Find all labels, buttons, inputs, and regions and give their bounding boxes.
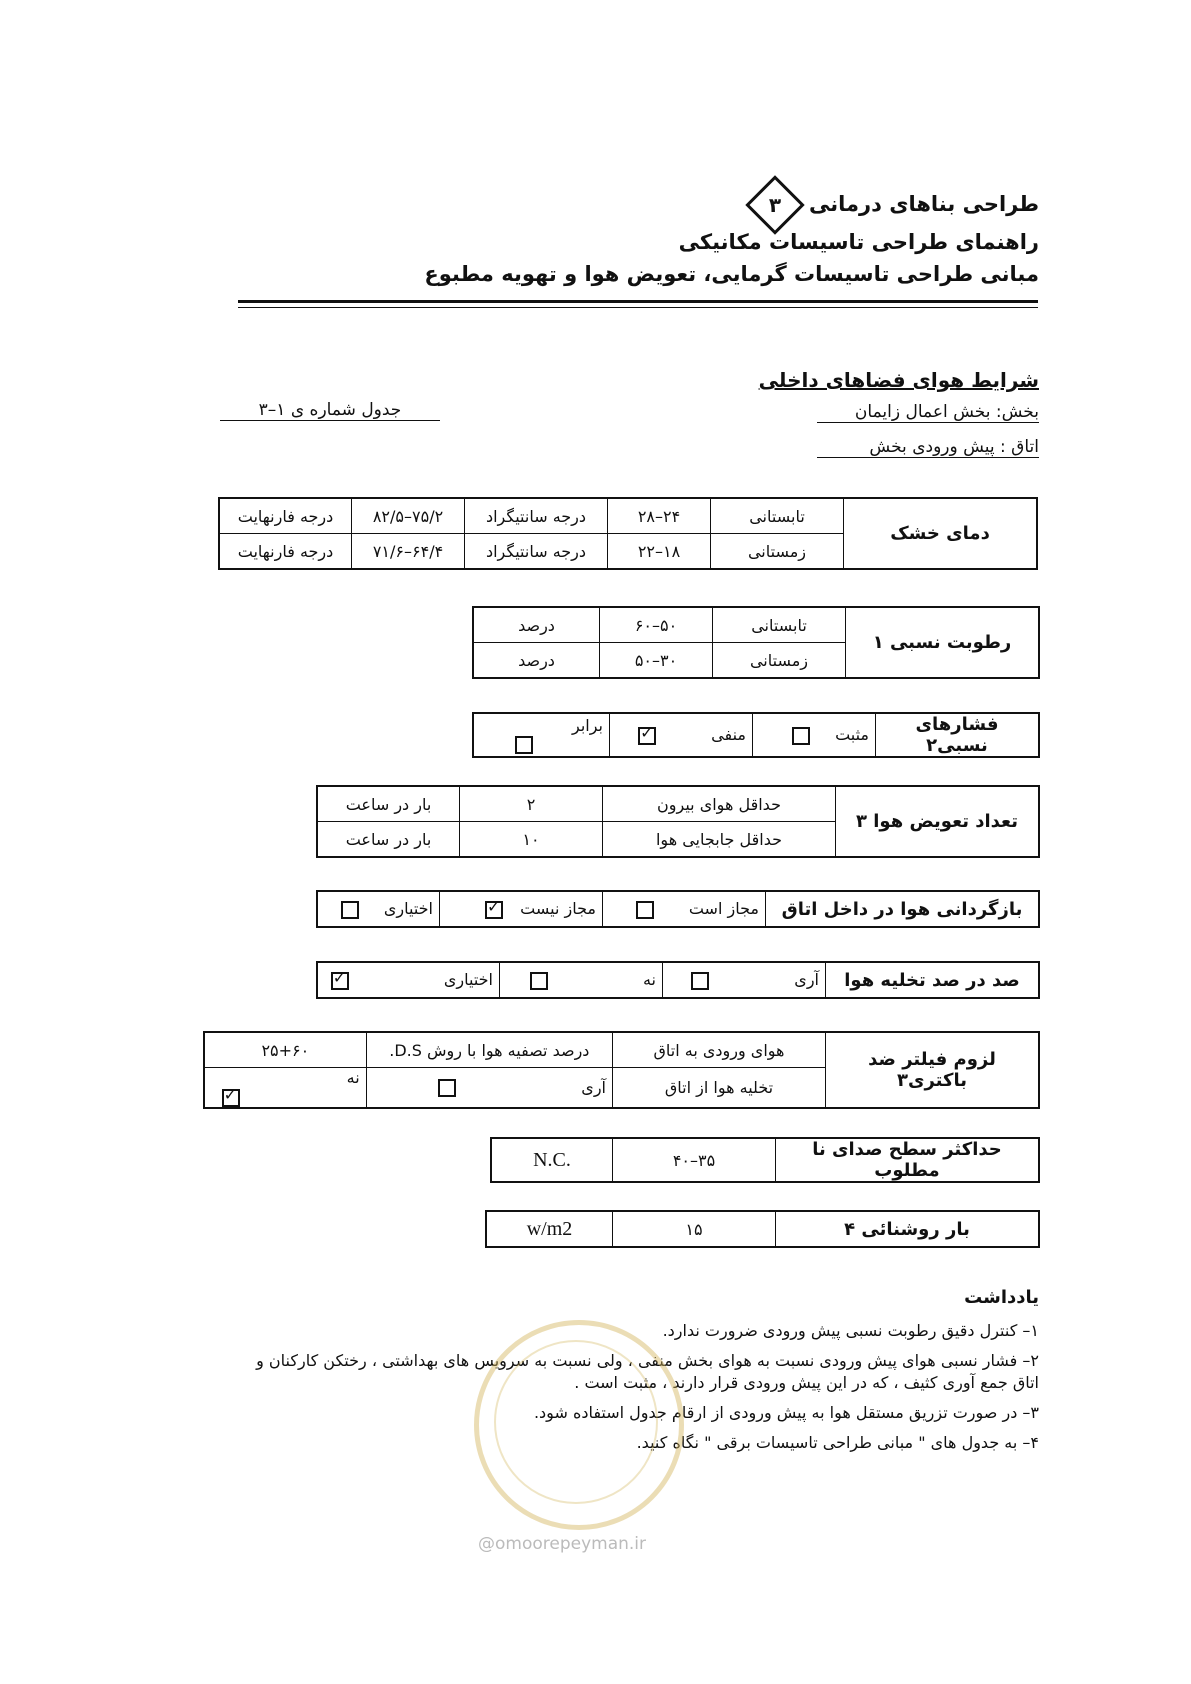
light-value: ۱۵ xyxy=(613,1211,776,1247)
humidity-label: رطوبت نسبی ۱ xyxy=(846,607,1040,678)
note-item: ۱– کنترل دقیق رطوبت نسبی پیش ورودی ضرورت ندارد. xyxy=(662,1321,1039,1340)
checkbox-no[interactable] xyxy=(530,972,548,990)
exhaust-optional: اختیاری ✓ xyxy=(317,962,500,998)
note-item: ۲– فشار نسبی هوای پیش ورودی نسبت به هوای بخش منفی ، ولی نسبت به سرویس های بهداشتی ، رختکن کارکنان و اتاق جمع آوری کثیف ، که در این پیش ورودی قرار دارند ، مثبت است . xyxy=(256,1351,1039,1392)
checkbox-negative[interactable] xyxy=(638,727,656,745)
doc-subtitle2: مبانی طراحی تاسیسات گرمایی، تعویض هوا و تهویه مطبوع xyxy=(424,262,1039,286)
checkbox-allowed[interactable] xyxy=(636,901,654,919)
header-rule-thin xyxy=(238,307,1038,308)
celsius-unit: درجه سانتیگراد xyxy=(465,534,608,570)
season-cell: زمستانی xyxy=(711,534,844,570)
checkbox-yes[interactable] xyxy=(438,1079,456,1097)
air-change-name: حداقل هوای بیرون xyxy=(603,786,836,822)
fahrenheit-value: ۷۵/۲–۸۲/۵ xyxy=(352,498,465,534)
fahrenheit-unit: درجه فارنهایت xyxy=(219,498,352,534)
light-table xyxy=(485,1210,1040,1248)
doc-subtitle: راهنمای طراحی تاسیسات مکانیکی xyxy=(678,230,1039,254)
recirculation-table xyxy=(316,890,1040,928)
chapter-badge: ۳ xyxy=(745,175,804,234)
dry-temp-label: دمای خشک xyxy=(844,498,1038,569)
checkbox-optional[interactable] xyxy=(331,972,349,990)
dry-temp-table xyxy=(218,497,1038,570)
pressure-option-negative: منفی ✓ xyxy=(610,713,753,757)
recirculation-optional: اختیاری xyxy=(317,891,440,927)
season-cell: زمستانی xyxy=(713,643,846,679)
checkbox-not-allowed[interactable] xyxy=(485,901,503,919)
checkbox-yes[interactable] xyxy=(691,972,709,990)
checkbox-equal[interactable] xyxy=(515,736,533,754)
humidity-unit: درصد xyxy=(473,643,600,679)
checkbox-optional[interactable] xyxy=(341,901,359,919)
air-change-value: ۲ xyxy=(460,786,603,822)
humidity-value: ۳۰–۵۰ xyxy=(600,643,713,679)
humidity-unit: درصد xyxy=(473,607,600,643)
air-change-name: حداقل جابجایی هوا xyxy=(603,822,836,858)
humidity-table xyxy=(472,606,1040,679)
exhaust-label: صد در صد تخلیه هوا xyxy=(826,962,1040,998)
exhaust-yes: آری xyxy=(663,962,826,998)
pressure-label: فشارهای نسبی۲ xyxy=(876,713,1040,757)
fahrenheit-value: ۶۴/۴–۷۱/۶ xyxy=(352,534,465,570)
title-line1: طراحی بناهای درمانی xyxy=(809,192,1039,216)
recirculation-not-allowed: مجاز نیست ✓ xyxy=(440,891,603,927)
note-item: ۴– به جدول های " مبانی طراحی تاسیسات برقی " نگاه کنید. xyxy=(636,1433,1039,1452)
doc-title xyxy=(748,184,1039,226)
room-label: اتاق : پیش ورودی بخش xyxy=(817,437,1039,458)
filter-table xyxy=(203,1031,1040,1109)
air-change-unit: بار در ساعت xyxy=(317,786,460,822)
filter-exhaust: تخلیه هوا از اتاق xyxy=(613,1068,826,1108)
filter-efficiency: درصد تصفیه هوا با روش D.S. xyxy=(366,1032,612,1068)
air-change-label: تعداد تعویض هوا ۳ xyxy=(836,786,1040,857)
watermark-text: @omoorepeyman.ir xyxy=(478,1534,647,1554)
recirculation-allowed: مجاز است xyxy=(603,891,766,927)
recirculation-label: بازگردانی هوا در داخل اتاق xyxy=(766,891,1040,927)
filter-label: لزوم فیلتر ضد باکتری۳ xyxy=(826,1032,1040,1108)
filter-no: نه ✓ xyxy=(204,1068,366,1108)
note-item: ۳– در صورت تزریق مستقل هوا به پیش ورودی از ارقام جدول استفاده شود. xyxy=(533,1403,1039,1422)
checkbox-no[interactable] xyxy=(222,1089,240,1107)
humidity-value: ۵۰–۶۰ xyxy=(600,607,713,643)
pressure-option-positive: مثبت xyxy=(753,713,876,757)
noise-label: حداکثر سطح صدای نا مطلوب xyxy=(776,1138,1040,1182)
notes-title: یادداشت xyxy=(964,1287,1039,1308)
noise-value: ۳۵–۴۰ xyxy=(613,1138,776,1182)
celsius-unit: درجه سانتیگراد xyxy=(465,498,608,534)
watermark-seal-inner xyxy=(494,1340,658,1504)
filter-supply: هوای ورودی به اتاق xyxy=(613,1032,826,1068)
light-unit: w/m2 xyxy=(486,1211,613,1247)
checkbox-positive[interactable] xyxy=(792,727,810,745)
fahrenheit-unit: درجه فارنهایت xyxy=(219,534,352,570)
noise-unit: N.C. xyxy=(491,1138,613,1182)
exhaust-no: نه xyxy=(500,962,663,998)
pressure-option-equal: برابر xyxy=(473,713,610,757)
celsius-value: ۱۸–۲۲ xyxy=(608,534,711,570)
season-cell: تابستانی xyxy=(713,607,846,643)
department-label: بخش: بخش اعمال زایمان xyxy=(817,402,1039,423)
filter-efficiency-value: ۲۵+۶۰ xyxy=(204,1032,366,1068)
noise-table xyxy=(490,1137,1040,1183)
pressure-table xyxy=(472,712,1040,758)
air-change-unit: بار در ساعت xyxy=(317,822,460,858)
table-number: جدول شماره ی ۱–۳ xyxy=(220,400,440,421)
header-rule xyxy=(238,300,1038,303)
filter-yes: آری xyxy=(366,1068,612,1108)
air-change-table xyxy=(316,785,1040,858)
air-change-value: ۱۰ xyxy=(460,822,603,858)
celsius-value: ۲۴–۲۸ xyxy=(608,498,711,534)
season-cell: تابستانی xyxy=(711,498,844,534)
exhaust-table xyxy=(316,961,1040,999)
section-title: شرایط هوای فضاهای داخلی xyxy=(758,368,1039,392)
light-label: بار روشنائی ۴ xyxy=(776,1211,1040,1247)
